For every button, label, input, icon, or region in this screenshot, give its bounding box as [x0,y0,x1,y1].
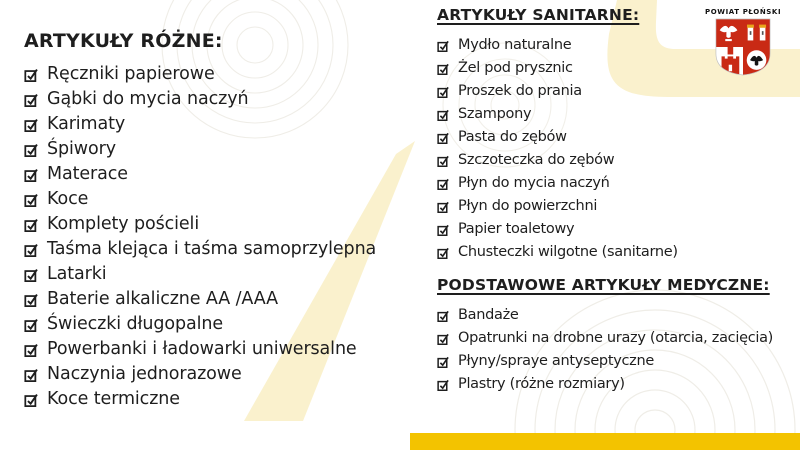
checklist-item [24,311,424,336]
checked-checkbox-icon [437,356,449,368]
checklist-item [437,240,797,263]
checked-checkbox-icon [437,379,449,391]
checklist-item [24,111,424,136]
checklist-item-label: Szampony [458,105,532,122]
checklist-item-label: Pasta do zębów [458,128,567,145]
coat-of-arms-icon [715,18,771,76]
checked-checkbox-icon [437,178,449,190]
checklist-item-label: Ręczniki papierowe [47,63,215,84]
checklist-item-label: Papier toaletowy [458,220,575,237]
checklist-item-label: Płyny/spraye antyseptyczne [458,352,655,369]
checked-checkbox-icon [24,93,38,107]
checked-checkbox-icon [437,109,449,121]
section-title: ARTYKUŁY SANITARNE: [437,6,640,24]
checked-checkbox-icon [437,333,449,345]
checklist-item [24,61,424,86]
section-artykuly-rozne [24,30,424,411]
checklist-item-label: Opatrunki na drobne urazy (otarcia, zacięcia) [458,329,774,346]
checked-checkbox-icon [24,218,38,232]
checked-checkbox-icon [24,268,38,282]
checklist-item-label: Płyn do powierzchni [458,197,598,214]
checklist-item [24,286,424,311]
checked-checkbox-icon [437,63,449,75]
checked-checkbox-icon [24,343,38,357]
checklist-item-label: Chusteczki wilgotne (sanitarne) [458,243,678,260]
checklist-item [437,79,797,102]
checklist-item-label: Plastry (różne rozmiary) [458,375,625,392]
checked-checkbox-icon [437,201,449,213]
checklist-item-label: Płyn do mycia naczyń [458,174,610,191]
checklist-item [437,326,797,349]
checklist-item [24,186,424,211]
checked-checkbox-icon [24,143,38,157]
checklist-item-label: Materace [47,163,128,184]
checklist-medical [437,303,797,395]
checked-checkbox-icon [437,224,449,236]
checklist-item [24,361,424,386]
checklist-item [437,372,797,395]
checklist-misc [24,61,424,411]
checked-checkbox-icon [437,40,449,52]
checklist-item-label: Karimaty [47,113,126,134]
checklist-item-label: Gąbki do mycia naczyń [47,88,249,109]
checklist-item [24,86,424,111]
checklist-item-label: Mydło naturalne [458,36,572,53]
section-artykuly-medyczne [437,276,797,395]
checked-checkbox-icon [437,86,449,98]
checklist-item-label: Komplety pościeli [47,213,200,234]
checklist-item [437,217,797,240]
logo-caption: POWIAT PŁOŃSKI [705,8,782,16]
checked-checkbox-icon [24,293,38,307]
checklist-item-label: Śpiwory [47,138,116,159]
checked-checkbox-icon [24,193,38,207]
checklist-item [437,303,797,326]
checked-checkbox-icon [437,155,449,167]
powiat-plonski-logo [705,8,781,76]
checklist-item [24,386,424,411]
checklist-item-label: Taśma klejąca i taśma samoprzylepna [47,238,377,259]
checklist-item-label: Koce termiczne [47,388,180,409]
checklist-item [24,161,424,186]
checklist-item [24,211,424,236]
checklist-item [437,194,797,217]
checked-checkbox-icon [24,318,38,332]
checked-checkbox-icon [24,68,38,82]
checklist-item-label: Bandaże [458,306,519,323]
checklist-item-label: Baterie alkaliczne AA /AAA [47,288,279,309]
checked-checkbox-icon [24,243,38,257]
checked-checkbox-icon [24,168,38,182]
checked-checkbox-icon [24,393,38,407]
checklist-item [24,261,424,286]
checklist-item-label: Koce [47,188,89,209]
checked-checkbox-icon [437,132,449,144]
checklist-item [437,102,797,125]
checklist-item-label: Proszek do prania [458,82,582,99]
checklist-item-label: Szczoteczka do zębów [458,151,615,168]
checklist-item [24,336,424,361]
checklist-item-label: Powerbanki i ładowarki uniwersalne [47,338,357,359]
checklist-item [24,236,424,261]
section-title: ARTYKUŁY RÓŻNE: [24,30,223,52]
checklist-item [437,349,797,372]
checklist-item [437,171,797,194]
checklist-item-label: Żel pod prysznic [458,59,573,76]
checklist-item [24,136,424,161]
checklist-item [437,125,797,148]
section-title: PODSTAWOWE ARTYKUŁY MEDYCZNE: [437,276,770,294]
checked-checkbox-icon [437,310,449,322]
checked-checkbox-icon [437,247,449,259]
checklist-item-label: Naczynia jednorazowe [47,363,242,384]
checklist-item [437,148,797,171]
checked-checkbox-icon [24,118,38,132]
checklist-item-label: Świeczki długopalne [47,313,224,334]
checked-checkbox-icon [24,368,38,382]
checklist-item-label: Latarki [47,263,107,284]
